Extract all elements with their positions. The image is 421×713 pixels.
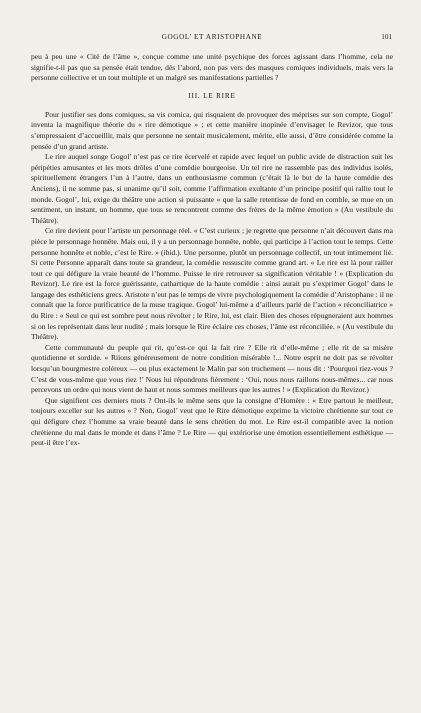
paragraph-4: Cette communauté du peuple qui rit, qu’est-ce qui la fait rire ? Elle rit d’elle-même ; elle rit de sa misère quotidienne et sordide. « Riions généreusement de notre condition misérable !... Notre esprit ne doit pas se révolter lorsqu’un bourgmestre coléreux — ou plus exactement le Malin par son truchement — nous dit : ‘Pourquoi riez-vous ? C’est de vous-même que vous riez !’ Nous lui répondrons fièrement : ‘Oui, nous nous raillons nous-mêmes... car nous percevons un ordre qui nous vient de haut et nous sommes meilleurs que les autres ! » (Explication du Revizor.) (31, 342, 393, 395)
running-head (31, 33, 393, 47)
paragraph-1: Pour justifier ses dons comiques, sa vis comica, qui risquaient de provoquer des méprises sur son compte, Gogol’ inventa la magnifique théorie du « rire démotique » ; et cette manière inopinée d’envisager le Revizor, que tous s’empressaient d’accueillir, mais que personne ne sentait musicalement, mérite, elle aussi, d’être considérée comme la pensée d’un grand artiste. (31, 109, 393, 151)
paragraph-2: Le rire auquel songe Gogol’ n’est pas ce rire écervelé et rapide avec lequel un public avide de distraction suit les péripéties amusantes et les mots drôles d’une comédie bourgeoise. Un tel rire ne rassemble pas des individus isolés, spirituellement étrangers l’un à l’autre, dans un enthousiasme commun (c’était là le but de la haute comédie des Anciens), il ne somme pas, si unanime qu’il soit, comme l’affirmation exultante d’un principe positif qui rallie tout le monde. Gogol’, lui, exige du théâtre une action si puissante « que la salle retentisse de fond en comble, se mue en un sentiment, un instant, un homme, que tous se rencontrent comme des frères de la même émotion » (Au vestibule du Théâtre). (31, 152, 393, 225)
page-number: 101 (381, 33, 392, 41)
section-title: III. LE RIRE (188, 91, 236, 100)
paragraph-3: Ce rire devient pour l’artiste un personnage réel. « C’est curieux ; je regrette que personne n’ait découvert dans ma pièce le personnage honnête. Mais oui, il y a un personnage honnête, noble, qui participe à l’action tout le temps. Cette personne honnête et noble, c’est le Rire. » (ibid.). Une personne, plutôt un personnage collectif, un tout intimement lié. Si cette Personne apparaît dans toute sa grandeur, la comédie ressuscite comme grand art. « Le rire est là pour railler tout ce qui défigure la vraie beauté de l’homme. Puisse le rire retrouver sa signification véritable ! » (Explication du Revizor). Le rire est la force guérissante, cathartique de la haute comédie : ainsi aurait pu s’exprimer Gogol’ dans le langage des esthéticiens grecs. Aristote n’eut pas le temps de vivre psychologiquement la comédie d’Aristophane : il ne connaît que la force purificatrice de la muse tragique. Gogol’ lui-même a d’ailleurs parlé de l’action « réconciliatrice » du Rire : « Seul ce qui est sombre peut nous révolter ; le Rire, lui, est clair. Bien des choses répugneraient aux hommes si on les représentait dans leur nudité ; mais lorsque le Rire éclaire ces choses, l’âme est réconciliée. » (Au vestibule du Théâtre). (31, 226, 393, 342)
running-head-title: GOGOL’ ET ARISTOPHANE (161, 33, 263, 41)
paragraph-continued: peu à peu une « Cité de l’âme », conçue comme une unité psychique des forces agissant dans l’homme, cela ne signifie-t-il pas que sa pensée était tendue, dès l’abord, non pas vers des masques comiques individuels, mais vers la personne collective et un tout multiple et un malgré ses manifestations partielles ? (31, 52, 393, 83)
paragraph-5: Que signifient ces derniers mots ? Ont-ils le même sens que la consigne d’Homère : « Etre partout le meilleur, toujours exceller sur les autres » ? Non, Gogol’ veut que le Rire démotique exprime la victoire chrétienne sur tout ce qui défigure chez l’homme sa vraie beauté dans le sens chrétien du mot. Le Rire est-il compatible avec la notion chrétienne du mal dans le monde et dans l’âme ? Le Rire — qui extériorise une émotion essentiellement esthétique — peut-il être l’ex- (31, 395, 393, 448)
